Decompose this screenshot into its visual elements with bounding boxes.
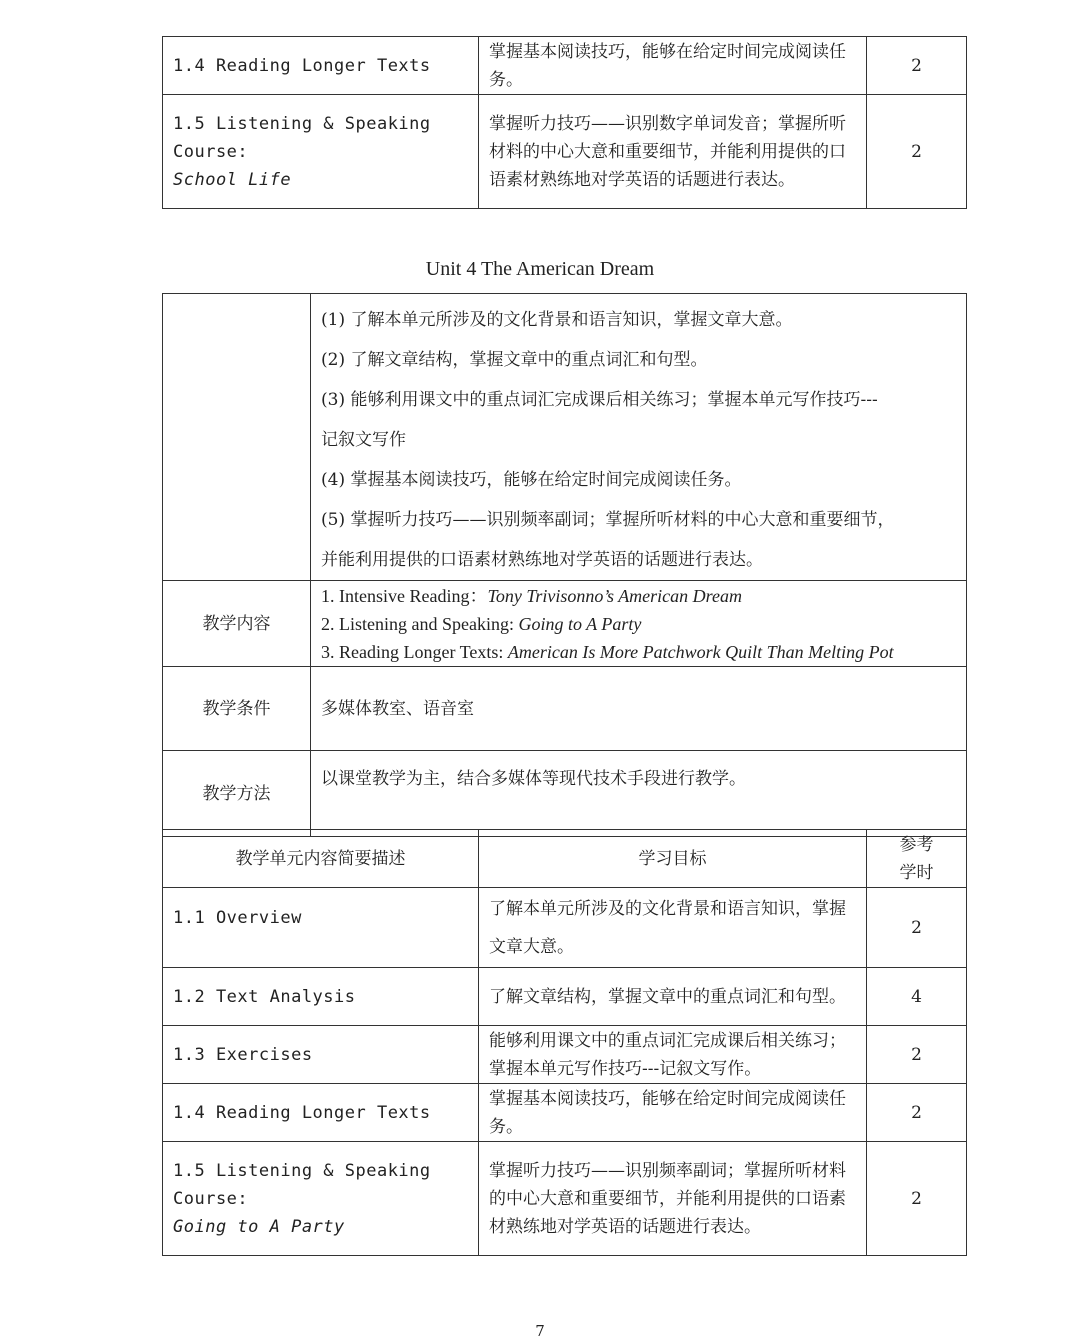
- teaching-methods-row: [163, 751, 967, 837]
- objective-line: (4) 掌握基本阅读技巧，能够在给定时间完成阅读任务。: [321, 470, 742, 490]
- unit-info-table: [162, 293, 967, 837]
- objectives-cell: [311, 294, 967, 581]
- row-hours: 2: [867, 1026, 967, 1084]
- row-hours: 4: [867, 968, 967, 1026]
- column-header-goal: 学习目标: [479, 830, 867, 888]
- row-hours: 2: [867, 1142, 967, 1256]
- row-goal: 了解文章结构，掌握文章中的重点词汇和句型。: [479, 968, 867, 1026]
- unit-title: Unit 4 The American Dream: [425, 258, 655, 280]
- table-row: [163, 888, 967, 968]
- objective-line: 记叙文写作: [321, 430, 406, 450]
- row-hours: 2: [867, 888, 967, 968]
- content-item: 2. Listening and Speaking: Going to A Party: [321, 613, 642, 634]
- teaching-methods-label: 教学方法: [163, 751, 311, 837]
- table-row: [163, 1142, 967, 1256]
- objective-line: 并能利用提供的口语素材熟练地对学英语的话题进行表达。: [321, 550, 763, 570]
- row-goal: 掌握基本阅读技巧，能够在给定时间完成阅读任务。: [479, 1084, 867, 1142]
- table-row: [163, 1084, 967, 1142]
- row-hours: 2: [867, 95, 967, 209]
- content-item: 3. Reading Longer Texts: American Is More Patchwork Quilt Than Melting Pot: [321, 641, 894, 662]
- row-description: 1.3 Exercises: [163, 1026, 479, 1084]
- row-goal: 掌握听力技巧——识别数字单词发音；掌握所听材料的中心大意和重要细节，并能利用提供的口语素材熟练地对学英语的话题进行表达。: [479, 95, 867, 209]
- page-number: 7: [535, 1322, 545, 1340]
- row-description: 1.5 Listening & Speaking Course: School Life: [163, 95, 479, 209]
- row-goal: 能够利用课文中的重点词汇完成课后相关练习；掌握本单元写作技巧---记叙文写作。: [479, 1026, 867, 1084]
- objective-line: (2) 了解文章结构，掌握文章中的重点词汇和句型。: [321, 350, 708, 370]
- table-row: [163, 37, 967, 95]
- table-row: [163, 1026, 967, 1084]
- row-description: 1.5 Listening & Speaking Course: Going to A Party: [163, 1142, 479, 1256]
- row-goal: 掌握听力技巧——识别频率副词；掌握所听材料的中心大意和重要细节，并能利用提供的口语素材熟练地对学英语的话题进行表达。: [479, 1142, 867, 1256]
- column-header-hours: 参考 学时: [867, 830, 967, 888]
- top-table: [162, 36, 967, 209]
- unit-content-table: [162, 829, 967, 1256]
- row-goal: 了解本单元所涉及的文化背景和语言知识，掌握文章大意。: [479, 888, 867, 968]
- teaching-conditions-row: [163, 667, 967, 751]
- teaching-content-cell: [311, 581, 967, 667]
- row-goal: 掌握基本阅读技巧，能够在给定时间完成阅读任务。: [479, 37, 867, 95]
- row-description: 1.4 Reading Longer Texts: [163, 1084, 479, 1142]
- table-row: [163, 968, 967, 1026]
- row-description: 1.1 Overview: [163, 888, 479, 968]
- objectives-row: [163, 294, 967, 581]
- objectives-label-cell: [163, 294, 311, 581]
- content-item: 1. Intensive Reading：Tony Trivisonno’s American Dream: [321, 585, 742, 606]
- objective-line: (3) 能够利用课文中的重点词汇完成课后相关练习；掌握本单元写作技巧---: [321, 390, 878, 410]
- table-row: [163, 95, 967, 209]
- column-header-description: 教学单元内容简要描述: [163, 830, 479, 888]
- objective-line: (1) 了解本单元所涉及的文化背景和语言知识，掌握文章大意。: [321, 310, 793, 330]
- row-hours: 2: [867, 1084, 967, 1142]
- teaching-content-label: 教学内容: [163, 581, 311, 667]
- table-header-row: [163, 830, 967, 888]
- row-description: 1.2 Text Analysis: [163, 968, 479, 1026]
- teaching-methods-value: 以课堂教学为主，结合多媒体等现代技术手段进行教学。: [311, 751, 967, 837]
- teaching-conditions-value: 多媒体教室、语音室: [311, 667, 967, 751]
- objective-line: (5) 掌握听力技巧——识别频率副词；掌握所听材料的中心大意和重要细节，: [321, 510, 895, 530]
- row-description: 1.4 Reading Longer Texts: [163, 37, 479, 95]
- row-hours: 2: [867, 37, 967, 95]
- teaching-content-row: [163, 581, 967, 667]
- teaching-conditions-label: 教学条件: [163, 667, 311, 751]
